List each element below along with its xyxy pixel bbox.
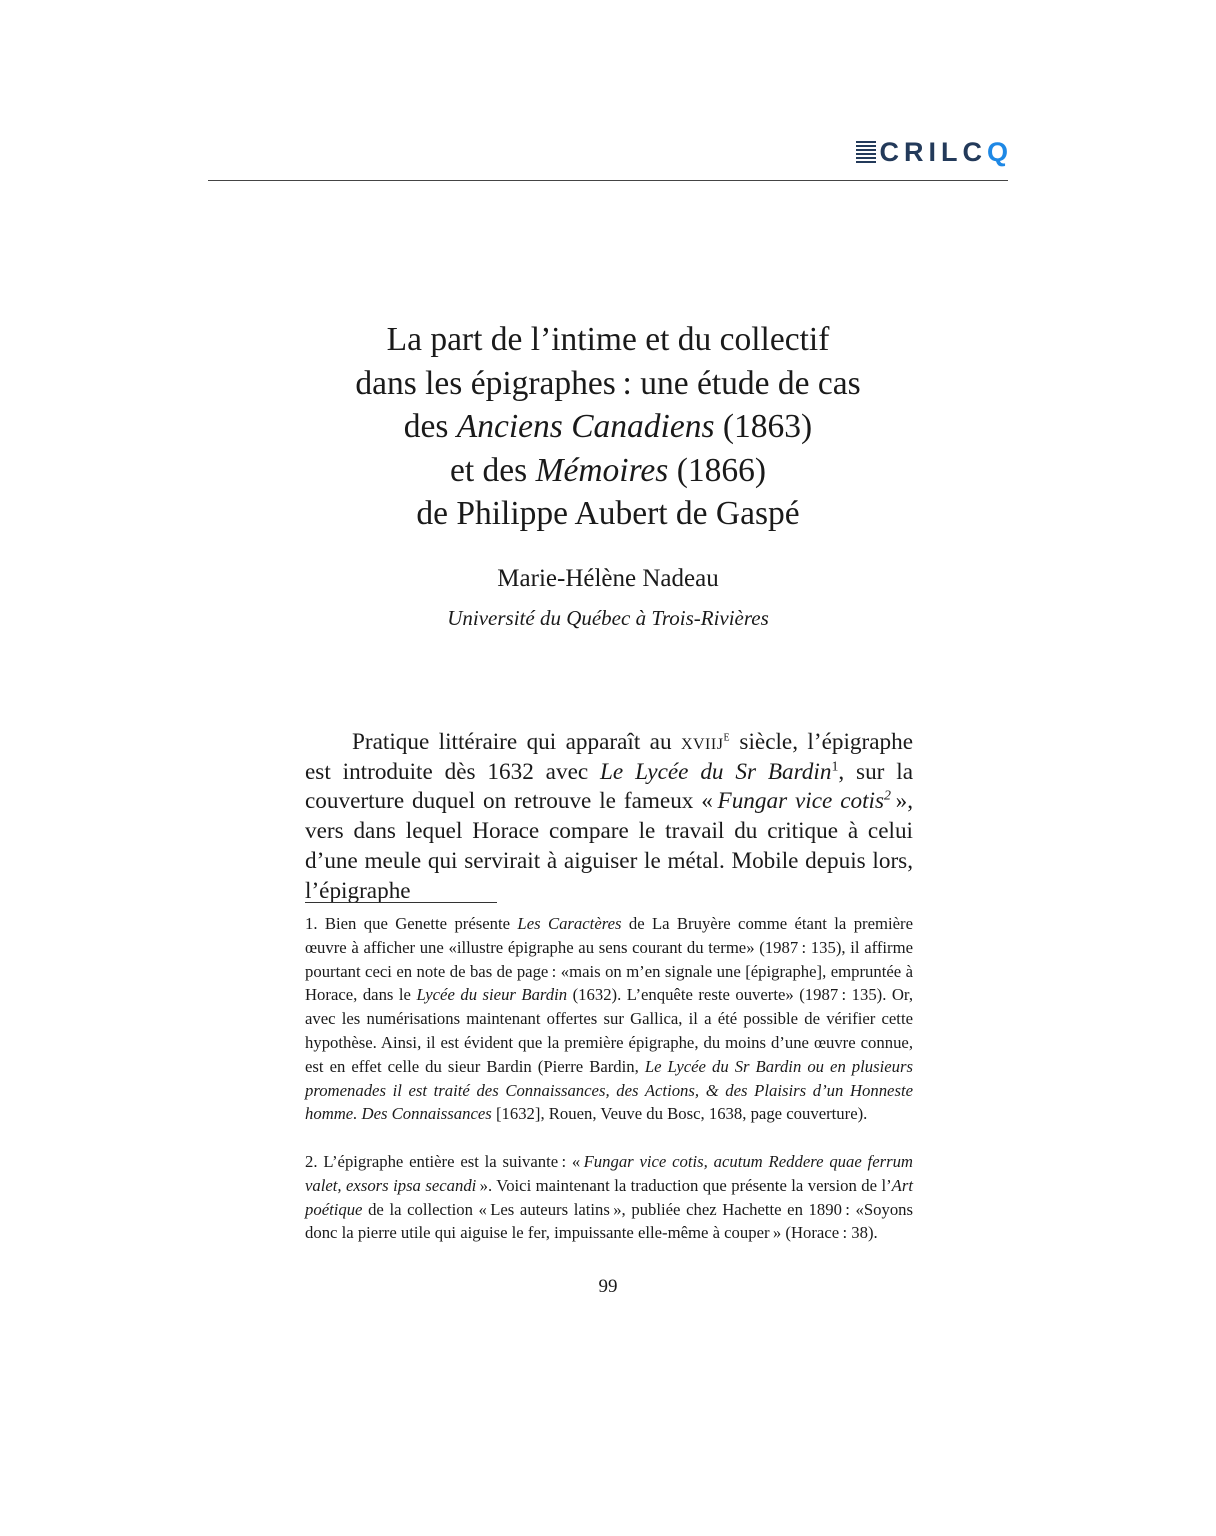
title-line-2: dans les épigraphes : une étude de cas — [355, 364, 861, 402]
logo-q: Q — [986, 137, 1008, 167]
quoted-verse: Fungar vice cotis$^2$ — [717, 788, 891, 815]
century-numeral: xviij$^e$ — [680, 729, 731, 755]
logo-text: CRILCQ — [879, 137, 1008, 167]
title-line-5: de Philippe Aubert de Gaspé — [416, 495, 800, 532]
page-number: 99 — [598, 1276, 618, 1297]
crilcq-logo — [856, 138, 1008, 166]
article-title — [208, 318, 1008, 536]
footnote-2: 2. L’épigraphe entière est la suivante : « Fungar vice cotis, acutum Reddere quae ferrum valet, exsors ipsa secandi ». Voici maintenant la traduction que présente la version de l’Art poétique de la collection « Les auteurs latins », publiée chez Hachette en 1890 : «Soyons donc la pierre utile qui aiguise le fer, impuissante elle-même à couper » (Horace : 38). — [305, 1152, 913, 1243]
book-title: Le Lycée du Sr Bardin — [600, 758, 832, 785]
title-line-3: des Anciens Canadiens (1863) — [403, 408, 813, 445]
footnote-ref-1: 1 — [831, 758, 839, 774]
page-header — [208, 128, 1008, 181]
author-affiliation: Université du Québec à Trois-Rivières — [447, 606, 769, 630]
footnote-ref-2: 2 — [884, 788, 891, 804]
title-line-4: et des Mémoires (1866) — [449, 451, 766, 489]
title-line-1: La part de l’intime et du collectif — [386, 321, 830, 358]
footnote-divider — [305, 902, 497, 903]
body-paragraph: Pratique littéraire qui apparaît au xviij$^e$ siècle, l’épigraphe est introduite dès 1632 avec Le Lycée du Sr Bardin$^1$, sur la couverture duquel on retrouve le fameux « Fungar vice cotis$^2$ », vers dans lequel Horace compare le travail du critique à celui d’une meule qui servirait à aiguiser le métal. Mobile depuis lors, l’épigraphe — [305, 729, 914, 904]
author-name: Marie-Hélène Nadeau — [497, 565, 719, 592]
logo-stripes-icon — [856, 141, 876, 163]
footnote-1: 1. Bien que Genette présente Les Caractères de La Bruyère comme étant la première œuvre à afficher une «illustre épigraphe au sens courant du terme» (1987 : 135), il affirme pourtant ceci en note de bas de page : «mais on m’en signale une [épigraphe], empruntée à Horace, dans le Lycée du sieur Bardin (1632). L’enquête reste ouverte» (1987 : 135). Or, avec les numérisations maintenant offertes sur Gallica, il a été possible de vérifier cette hypothèse. Ainsi, il est évident que la première épigraphe, du moins d’une œuvre connue, est en effet celle du sieur Bardin (Pierre Bardin, Le Lycée du Sr Bardin ou en plusieurs promenades il est traité des Connaissances, des Actions, & des Plaisirs d’un Honneste homme. Des Connaissances [1632], Rouen, Veuve du Bosc, 1638, page couverture). — [305, 914, 914, 1124]
